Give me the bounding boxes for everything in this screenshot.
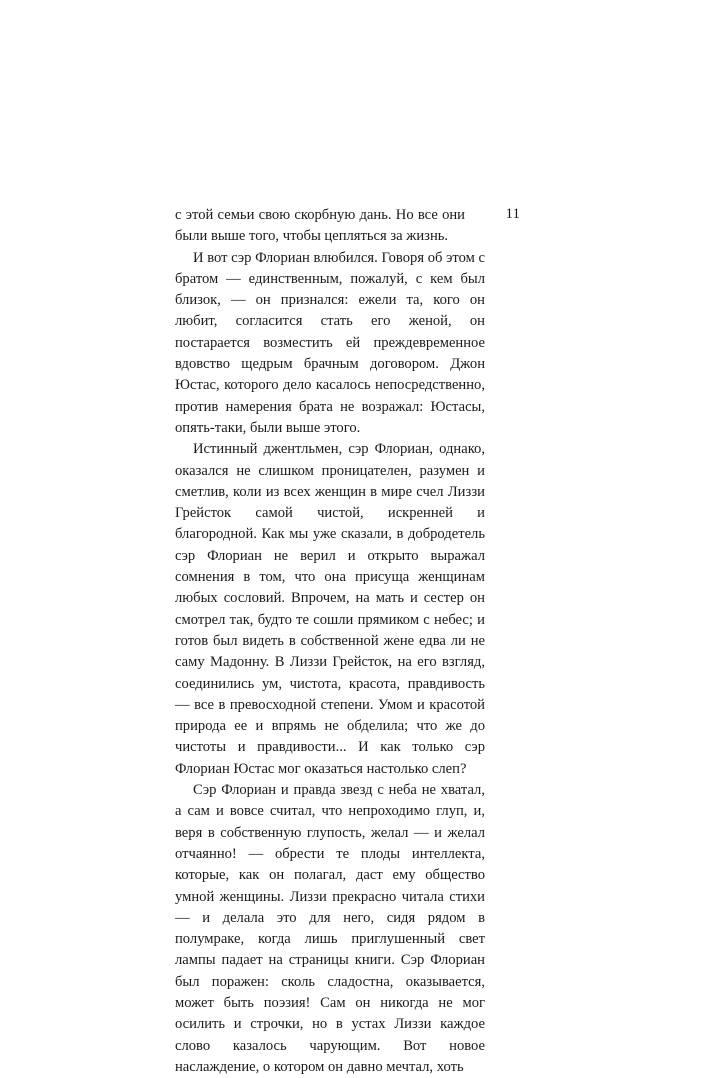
page-number: 11 bbox=[505, 206, 520, 222]
body-text bbox=[175, 205, 485, 1078]
paragraph-3: Истинный джентльмен, сэр Флориан, однако, оказался не слишком проницателен, разумен и сметлив, коли из всех женщин в мире счел Лиззи Грейсток самой чистой, искренней и благородной. Как мы уже сказали, в добродетель сэр Флориан не верил и открыто выражал сомнения в том, что она присуща женщинам любых сословий. Впрочем, на мать и сестер он смотрел так, будто те сошли прямиком с небес; и готов был видеть в собственной жене едва ли не саму Мадонну. В Лиззи Грейсток, на его взгляд, соединились ум, чистота, красота, правдивость — все в превосходной степени. Умом и красотой природа ее и впрямь не обделила; что же до чистоты и правдивости... И как только сэр Флориан Юстас мог оказаться настолько слеп? bbox=[175, 441, 485, 777]
paragraph-1: с этой семьи свою скорбную дань. Но все они были выше того, чтобы цепляться за жизнь. bbox=[175, 207, 465, 245]
paragraph-2: И вот сэр Флориан влюбился. Говоря об этом с братом — единственным, пожалуй, с кем был близок, — он признался: ежели та, кого он любит, согласится стать его женой, он постарается возместить ей преждевременное вдовство щедрым брачным договором. Джон Юстас, которого дело касалось непосредственно, против намерения брата не возражал: Юстасы, опять-таки, были выше этого. bbox=[175, 249, 485, 436]
paragraph-4: Сэр Флориан и правда звезд с неба не хватал, а сам и вовсе считал, что непроходимо глуп, и, веря в собственную глупость, желал — и желал отчаянно! — обрести те плоды интеллекта, которые, как он полагал, даст ему общество умной женщины. Лиззи прекрасно читала стихи — и делала это для него, сидя рядом в полумраке, когда лишь приглушенный свет лампы падает на страницы книги. Сэр Флориан был поражен: сколь сладостна, оказывается, может быть поэзия! Сам он никогда не мог осилить и строчки, но в устах Лиззи каждое слово казалось чарующим. Вот новое наслаждение, о котором он давно мечтал, хоть bbox=[175, 782, 485, 1075]
